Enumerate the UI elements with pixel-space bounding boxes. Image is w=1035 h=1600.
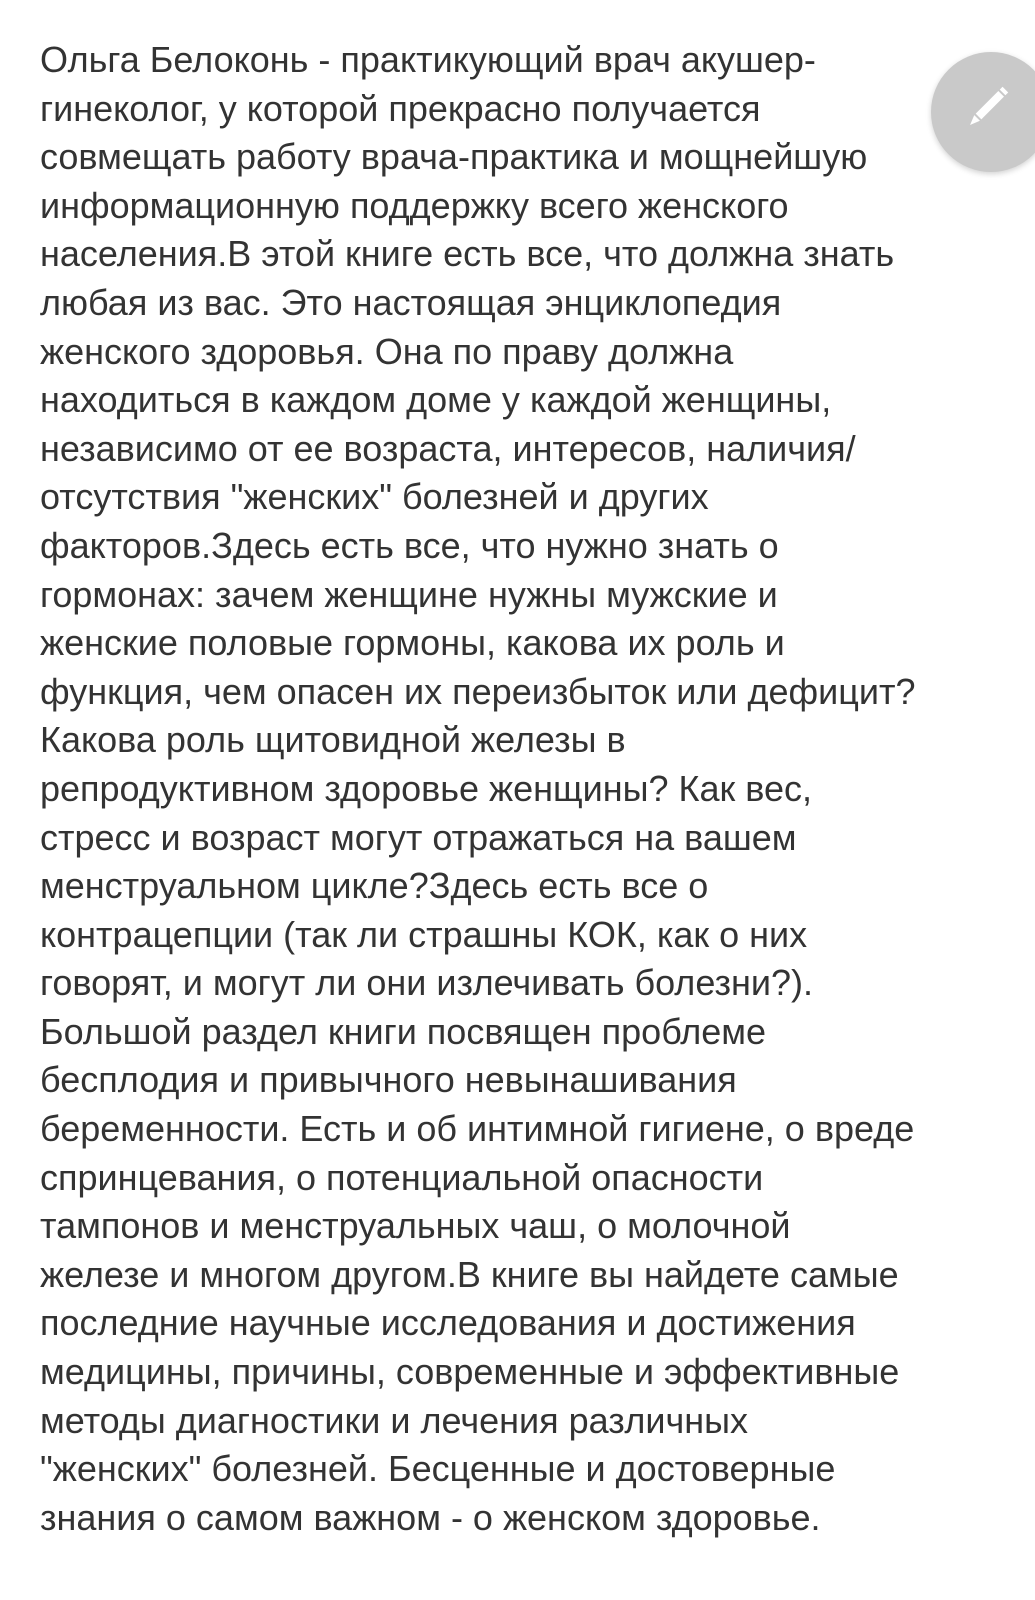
- description-line: женского здоровья. Она по праву должна: [40, 330, 734, 372]
- description-line: информационную поддержку всего женского: [40, 184, 789, 226]
- description-line: Большой раздел книги посвящен проблеме: [40, 1010, 766, 1052]
- description-line: гормонах: зачем женщине нужны мужские и: [40, 573, 778, 615]
- book-description: [40, 36, 1000, 1542]
- description-line: "женских" болезней. Бесценные и достоверные: [40, 1448, 836, 1490]
- description-line: тампонов и менструальных чаш, о молочной: [40, 1205, 791, 1247]
- description-line: любая из вас. Это настоящая энциклопедия: [40, 281, 782, 323]
- description-line: медицины, причины, современные и эффективные: [40, 1351, 900, 1393]
- description-line: функция, чем опасен их переизбыток или дефицит?: [40, 670, 916, 712]
- description-line: женские половые гормоны, какова их роль и: [40, 622, 785, 664]
- description-line: говорят, и могут ли они излечивать болезни?).: [40, 962, 814, 1004]
- description-line: населения.В этой книге есть все, что должна знать: [40, 233, 895, 275]
- description-line: спринцевания, о потенциальной опасности: [40, 1156, 764, 1198]
- description-line: совмещать работу врача-практика и мощнейшую: [40, 136, 868, 178]
- description-line: менструальном цикле?Здесь есть все о: [40, 865, 709, 907]
- description-line: факторов.Здесь есть все, что нужно знать о: [40, 524, 779, 566]
- description-line: Ольга Белоконь - практикующий врач акушер-: [40, 39, 816, 80]
- description-line: Какова роль щитовидной железы в: [40, 719, 626, 761]
- description-line: методы диагностики и лечения различных: [40, 1399, 748, 1441]
- description-line: беременности. Есть и об интимной гигиене, о вреде: [40, 1108, 915, 1150]
- description-line: независимо от ее возраста, интересов, наличия/: [40, 427, 856, 469]
- description-line: бесплодия и привычного невынашивания: [40, 1059, 737, 1101]
- description-line: контрацепции (так ли страшны КОК, как о них: [40, 913, 808, 955]
- description-line: находиться в каждом доме у каждой женщины,: [40, 379, 832, 421]
- description-line: репродуктивном здоровье женщины? Как вес,: [40, 767, 812, 809]
- description-line: последние научные исследования и достижения: [40, 1302, 856, 1344]
- description-line: железе и многом другом.В книге вы найдете самые: [40, 1253, 899, 1295]
- description-line: гинеколог, у которой прекрасно получается: [40, 87, 761, 129]
- description-line: отсутствия "женских" болезней и других: [40, 476, 709, 518]
- pencil-icon: [957, 78, 1017, 138]
- description-line: знания о самом важном - о женском здоровье.: [40, 1496, 821, 1538]
- description-line: стресс и возраст могут отражаться на вашем: [40, 816, 797, 858]
